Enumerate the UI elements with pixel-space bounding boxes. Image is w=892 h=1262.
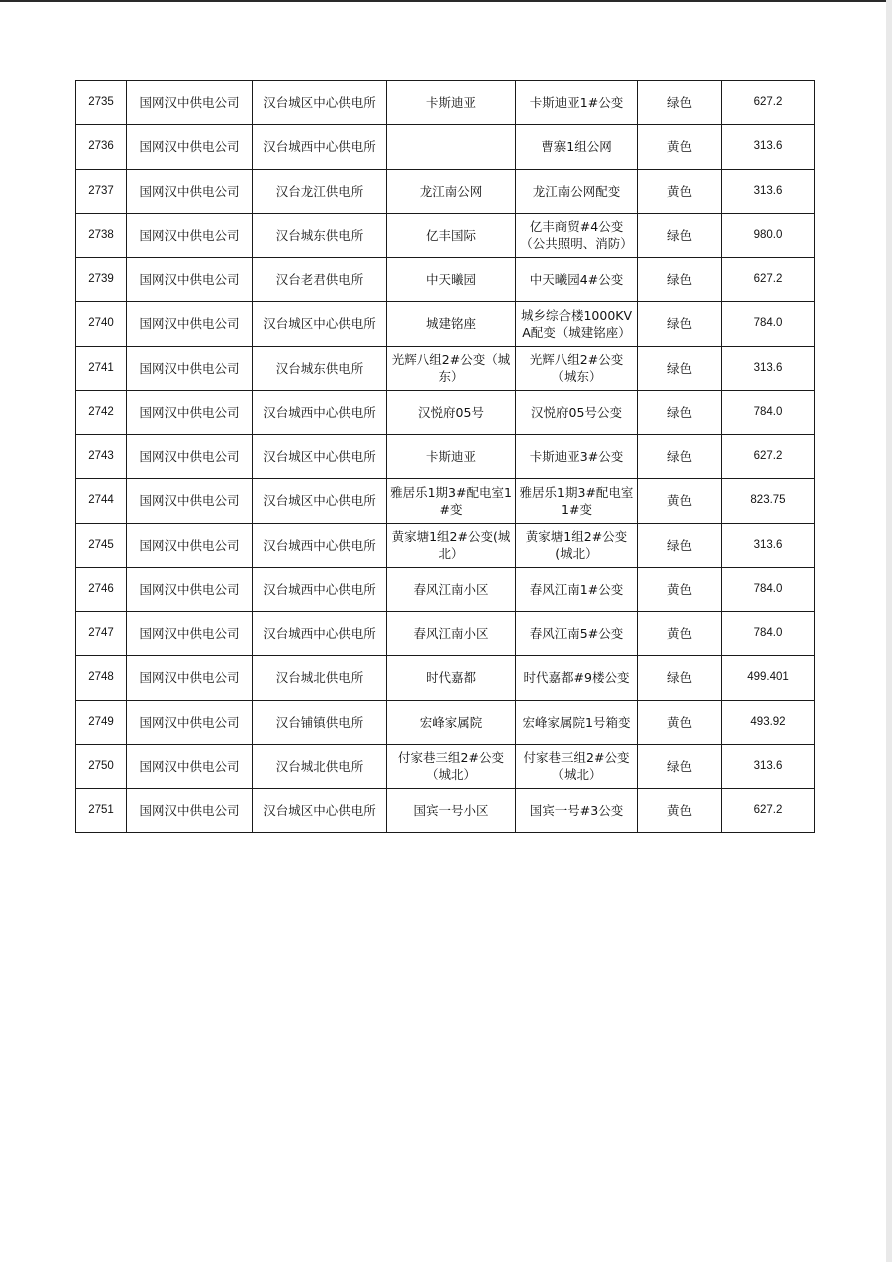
transformer-cell xyxy=(516,81,638,125)
status-cell xyxy=(638,390,722,434)
status-text: 绿色 xyxy=(666,537,692,553)
value-cell xyxy=(722,346,815,390)
value-text: 499.401 xyxy=(747,671,789,684)
row-number-text: 2736 xyxy=(88,140,114,153)
value-text: 980.0 xyxy=(753,228,783,241)
row-number-cell xyxy=(76,302,127,346)
value-cell xyxy=(722,213,815,257)
station-text: 汉台城区中心供电所 xyxy=(263,803,376,819)
company-text: 国网汉中供电公司 xyxy=(139,360,240,376)
data-table xyxy=(75,80,815,833)
row-number-cell xyxy=(76,744,127,788)
transformer-text: 亿丰商贸#4公变（公共照明、消防） xyxy=(520,219,633,252)
status-cell xyxy=(638,346,722,390)
table-row xyxy=(76,700,815,744)
company-cell xyxy=(127,612,253,656)
transformer-cell xyxy=(516,567,638,611)
station-cell xyxy=(253,435,387,479)
area-cell xyxy=(387,213,516,257)
table-row xyxy=(76,435,815,479)
area-cell xyxy=(387,169,516,213)
company-text: 国网汉中供电公司 xyxy=(139,626,240,642)
transformer-cell xyxy=(516,700,638,744)
row-number-cell xyxy=(76,612,127,656)
status-text: 绿色 xyxy=(666,316,692,332)
transformer-text: 曹寨1组公网 xyxy=(541,139,612,155)
area-text: 春风江南小区 xyxy=(413,581,489,597)
company-text: 国网汉中供电公司 xyxy=(139,537,240,553)
station-cell xyxy=(253,567,387,611)
area-text: 汉悦府05号 xyxy=(418,404,484,420)
station-text: 汉台城西中心供电所 xyxy=(263,626,376,642)
company-cell xyxy=(127,258,253,302)
table-row xyxy=(76,567,815,611)
station-cell xyxy=(253,523,387,567)
status-text: 黄色 xyxy=(666,493,692,509)
station-text: 汉台城西中心供电所 xyxy=(263,537,376,553)
area-text: 付家巷三组2#公变（城北） xyxy=(398,750,504,783)
value-text: 823.75 xyxy=(750,494,786,507)
transformer-text: 雅居乐1期3#配电室1#变 xyxy=(519,484,634,517)
status-cell xyxy=(638,700,722,744)
area-cell xyxy=(387,789,516,833)
status-cell xyxy=(638,567,722,611)
table-row xyxy=(76,523,815,567)
area-text: 龙江南公网 xyxy=(419,183,483,199)
status-cell xyxy=(638,612,722,656)
row-number-cell xyxy=(76,125,127,169)
value-cell xyxy=(722,169,815,213)
transformer-cell xyxy=(516,789,638,833)
value-cell xyxy=(722,612,815,656)
status-text: 黄色 xyxy=(666,581,692,597)
row-number-cell xyxy=(76,523,127,567)
area-cell xyxy=(387,612,516,656)
row-number-cell xyxy=(76,656,127,700)
area-text: 雅居乐1期3#配电室1#变 xyxy=(390,484,512,517)
company-cell xyxy=(127,390,253,434)
area-cell xyxy=(387,744,516,788)
row-number-cell xyxy=(76,700,127,744)
row-number-text: 2748 xyxy=(88,671,114,684)
row-number-cell xyxy=(76,213,127,257)
station-cell xyxy=(253,700,387,744)
company-text: 国网汉中供电公司 xyxy=(139,272,240,288)
transformer-text: 国宾一号#3公变 xyxy=(529,803,624,819)
table-row xyxy=(76,744,815,788)
transformer-text: 汉悦府05号公变 xyxy=(531,404,622,420)
company-text: 国网汉中供电公司 xyxy=(139,227,240,243)
value-cell xyxy=(722,789,815,833)
station-text: 汉台城区中心供电所 xyxy=(263,316,376,332)
station-text: 汉台铺镇供电所 xyxy=(275,714,364,730)
area-text: 黄家塘1组2#公变(城北） xyxy=(391,529,511,562)
status-cell xyxy=(638,213,722,257)
area-cell xyxy=(387,656,516,700)
value-cell xyxy=(722,567,815,611)
status-text: 黄色 xyxy=(666,183,692,199)
company-cell xyxy=(127,125,253,169)
company-cell xyxy=(127,169,253,213)
value-text: 493.92 xyxy=(750,715,786,728)
company-cell xyxy=(127,213,253,257)
value-text: 627.2 xyxy=(753,96,783,109)
row-number-cell xyxy=(76,435,127,479)
company-cell xyxy=(127,700,253,744)
table-row xyxy=(76,789,815,833)
value-cell xyxy=(722,656,815,700)
area-text: 宏峰家属院 xyxy=(419,714,483,730)
area-text: 时代嘉都 xyxy=(425,670,476,686)
company-text: 国网汉中供电公司 xyxy=(139,95,240,111)
row-number-cell xyxy=(76,567,127,611)
transformer-cell xyxy=(516,302,638,346)
area-text: 国宾一号小区 xyxy=(413,803,489,819)
area-text: 光辉八组2#公变（城东） xyxy=(391,352,511,385)
status-text: 黄色 xyxy=(666,626,692,642)
station-cell xyxy=(253,81,387,125)
area-cell xyxy=(387,567,516,611)
transformer-cell xyxy=(516,612,638,656)
area-cell xyxy=(387,479,516,523)
row-number-cell xyxy=(76,479,127,523)
row-number-text: 2750 xyxy=(88,759,114,772)
value-text: 784.0 xyxy=(753,317,783,330)
value-text: 784.0 xyxy=(753,627,783,640)
row-number-text: 2747 xyxy=(88,627,114,640)
company-cell xyxy=(127,744,253,788)
company-text: 国网汉中供电公司 xyxy=(139,449,240,465)
row-number-text: 2749 xyxy=(88,715,114,728)
transformer-text: 春风江南5#公变 xyxy=(529,626,624,642)
row-number-text: 2744 xyxy=(88,494,114,507)
table-row xyxy=(76,390,815,434)
station-text: 汉台城区中心供电所 xyxy=(263,95,376,111)
area-cell xyxy=(387,346,516,390)
status-cell xyxy=(638,258,722,302)
row-number-cell xyxy=(76,169,127,213)
status-cell xyxy=(638,302,722,346)
status-text: 绿色 xyxy=(666,404,692,420)
company-text: 国网汉中供电公司 xyxy=(139,803,240,819)
transformer-cell xyxy=(516,213,638,257)
company-cell xyxy=(127,81,253,125)
row-number-text: 2738 xyxy=(88,228,114,241)
status-text: 绿色 xyxy=(666,360,692,376)
transformer-cell xyxy=(516,523,638,567)
station-cell xyxy=(253,213,387,257)
table-row xyxy=(76,258,815,302)
value-text: 313.6 xyxy=(753,759,783,772)
station-cell xyxy=(253,125,387,169)
station-text: 汉台城西中心供电所 xyxy=(263,581,376,597)
status-text: 绿色 xyxy=(666,95,692,111)
company-text: 国网汉中供电公司 xyxy=(139,183,240,199)
status-cell xyxy=(638,125,722,169)
status-cell xyxy=(638,81,722,125)
status-cell xyxy=(638,479,722,523)
value-cell xyxy=(722,435,815,479)
area-cell xyxy=(387,258,516,302)
area-text: 卡斯迪亚 xyxy=(425,95,476,111)
status-cell xyxy=(638,435,722,479)
area-text: 亿丰国际 xyxy=(425,227,476,243)
row-number-text: 2742 xyxy=(88,405,114,418)
station-cell xyxy=(253,789,387,833)
company-cell xyxy=(127,479,253,523)
area-text: 中天曦园 xyxy=(425,272,476,288)
company-text: 国网汉中供电公司 xyxy=(139,404,240,420)
company-text: 国网汉中供电公司 xyxy=(139,139,240,155)
station-text: 汉台城区中心供电所 xyxy=(263,449,376,465)
status-cell xyxy=(638,789,722,833)
row-number-text: 2735 xyxy=(88,96,114,109)
table-row xyxy=(76,213,815,257)
table-row xyxy=(76,479,815,523)
company-cell xyxy=(127,567,253,611)
row-number-cell xyxy=(76,258,127,302)
area-cell xyxy=(387,302,516,346)
company-text: 国网汉中供电公司 xyxy=(139,493,240,509)
area-text: 城建铭座 xyxy=(425,316,476,332)
station-cell xyxy=(253,744,387,788)
company-cell xyxy=(127,302,253,346)
table-row xyxy=(76,612,815,656)
row-number-text: 2745 xyxy=(88,538,114,551)
table-row xyxy=(76,81,815,125)
company-cell xyxy=(127,656,253,700)
value-text: 313.6 xyxy=(753,361,783,374)
row-number-text: 2751 xyxy=(88,804,114,817)
company-text: 国网汉中供电公司 xyxy=(139,581,240,597)
row-number-text: 2740 xyxy=(88,317,114,330)
area-text: 卡斯迪亚 xyxy=(425,449,476,465)
transformer-cell xyxy=(516,479,638,523)
station-text: 汉台城西中心供电所 xyxy=(263,139,376,155)
page-right-edge xyxy=(886,0,892,1262)
status-cell xyxy=(638,744,722,788)
value-text: 313.6 xyxy=(753,538,783,551)
station-cell xyxy=(253,479,387,523)
value-cell xyxy=(722,81,815,125)
area-cell xyxy=(387,390,516,434)
transformer-text: 卡斯迪亚3#公变 xyxy=(529,449,624,465)
value-cell xyxy=(722,700,815,744)
transformer-text: 城乡综合楼1000KVA配变（城建铭座） xyxy=(520,307,633,340)
table-row xyxy=(76,656,815,700)
transformer-text: 宏峰家属院1号箱变 xyxy=(522,714,631,730)
status-text: 绿色 xyxy=(666,670,692,686)
status-text: 绿色 xyxy=(666,227,692,243)
value-text: 784.0 xyxy=(753,405,783,418)
status-text: 黄色 xyxy=(666,139,692,155)
station-text: 汉台城东供电所 xyxy=(275,227,364,243)
value-text: 627.2 xyxy=(753,804,783,817)
transformer-text: 春风江南1#公变 xyxy=(529,581,624,597)
row-number-text: 2739 xyxy=(88,273,114,286)
row-number-text: 2737 xyxy=(88,184,114,197)
transformer-text: 黄家塘1组2#公变(城北） xyxy=(525,529,628,562)
station-text: 汉台城北供电所 xyxy=(275,670,364,686)
transformer-text: 龙江南公网配变 xyxy=(532,183,621,199)
value-cell xyxy=(722,302,815,346)
value-cell xyxy=(722,125,815,169)
company-text: 国网汉中供电公司 xyxy=(139,714,240,730)
table-body xyxy=(76,81,815,833)
transformer-cell xyxy=(516,435,638,479)
transformer-cell xyxy=(516,169,638,213)
area-text: 春风江南小区 xyxy=(413,626,489,642)
station-cell xyxy=(253,258,387,302)
transformer-cell xyxy=(516,744,638,788)
row-number-cell xyxy=(76,81,127,125)
value-text: 313.6 xyxy=(753,184,783,197)
status-text: 绿色 xyxy=(666,272,692,288)
area-cell xyxy=(387,523,516,567)
area-cell xyxy=(387,435,516,479)
area-cell xyxy=(387,81,516,125)
table-row xyxy=(76,346,815,390)
station-cell xyxy=(253,390,387,434)
value-text: 627.2 xyxy=(753,273,783,286)
area-cell xyxy=(387,125,516,169)
company-cell xyxy=(127,435,253,479)
station-text: 汉台城东供电所 xyxy=(275,360,364,376)
status-text: 绿色 xyxy=(666,758,692,774)
status-text: 黄色 xyxy=(666,803,692,819)
value-cell xyxy=(722,258,815,302)
row-number-text: 2743 xyxy=(88,450,114,463)
status-cell xyxy=(638,169,722,213)
transformer-text: 中天曦园4#公变 xyxy=(529,272,624,288)
value-text: 627.2 xyxy=(753,450,783,463)
transformer-cell xyxy=(516,258,638,302)
company-text: 国网汉中供电公司 xyxy=(139,316,240,332)
row-number-cell xyxy=(76,346,127,390)
table-row xyxy=(76,169,815,213)
station-text: 汉台城北供电所 xyxy=(275,758,364,774)
status-cell xyxy=(638,523,722,567)
value-text: 313.6 xyxy=(753,140,783,153)
transformer-cell xyxy=(516,346,638,390)
company-cell xyxy=(127,523,253,567)
station-text: 汉台城区中心供电所 xyxy=(263,493,376,509)
transformer-cell xyxy=(516,390,638,434)
station-text: 汉台城西中心供电所 xyxy=(263,404,376,420)
station-cell xyxy=(253,656,387,700)
station-cell xyxy=(253,612,387,656)
station-cell xyxy=(253,302,387,346)
row-number-cell xyxy=(76,789,127,833)
area-cell xyxy=(387,700,516,744)
table-row xyxy=(76,125,815,169)
transformer-cell xyxy=(516,656,638,700)
transformer-text: 付家巷三组2#公变（城北） xyxy=(523,750,630,783)
transformer-cell xyxy=(516,125,638,169)
value-cell xyxy=(722,479,815,523)
company-cell xyxy=(127,346,253,390)
company-text: 国网汉中供电公司 xyxy=(139,758,240,774)
transformer-text: 卡斯迪亚1#公变 xyxy=(529,95,624,111)
status-cell xyxy=(638,656,722,700)
station-cell xyxy=(253,169,387,213)
row-number-text: 2746 xyxy=(88,582,114,595)
value-cell xyxy=(722,523,815,567)
station-text: 汉台老君供电所 xyxy=(275,272,364,288)
status-text: 绿色 xyxy=(666,449,692,465)
value-cell xyxy=(722,390,815,434)
row-number-cell xyxy=(76,390,127,434)
page-top-border xyxy=(0,0,892,2)
value-text: 784.0 xyxy=(753,582,783,595)
station-text: 汉台龙江供电所 xyxy=(275,183,364,199)
status-text: 黄色 xyxy=(666,714,692,730)
value-cell xyxy=(722,744,815,788)
station-cell xyxy=(253,346,387,390)
company-text: 国网汉中供电公司 xyxy=(139,670,240,686)
table-row xyxy=(76,302,815,346)
row-number-text: 2741 xyxy=(88,361,114,374)
company-cell xyxy=(127,789,253,833)
transformer-text: 时代嘉都#9楼公变 xyxy=(523,670,630,686)
transformer-text: 光辉八组2#公变（城东） xyxy=(529,352,624,385)
